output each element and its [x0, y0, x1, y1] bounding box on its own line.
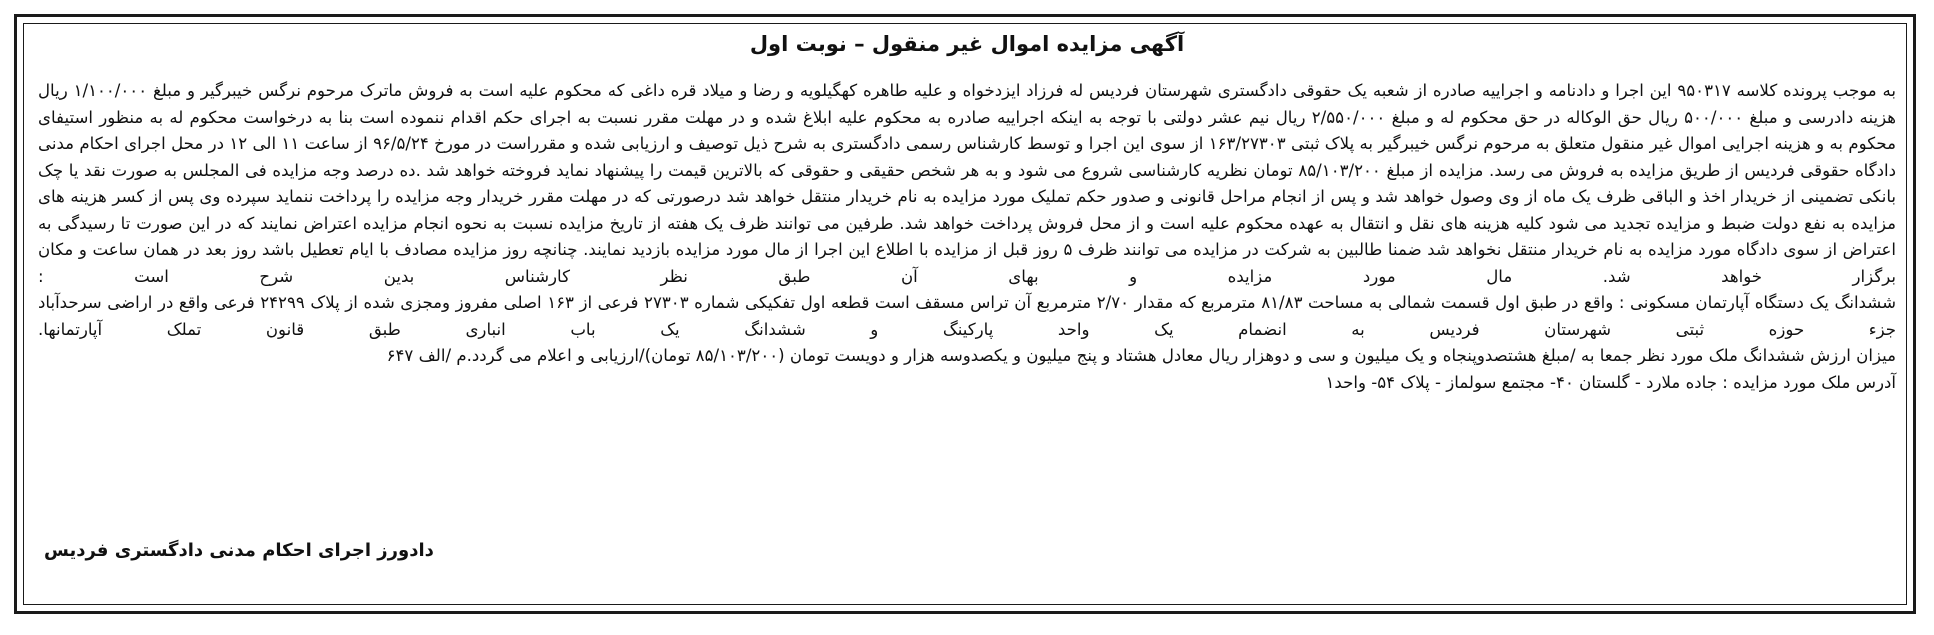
notice-paragraph-terms: به موجب پرونده کلاسه ۹۵۰۳۱۷ این اجرا و دادنامه و اجراییه صادره از شعبه یک حقوقی دادگستری شهرستان فردیس له فرزاد ایزدخواه و علیه طاهره کهگیلویه و رضا و میلاد قره داغی که محکوم علیه است به فروش ماترک مرحوم نرگس خیبرگیر و مبلغ ۱/۱۰۰/۰۰۰ ریال هزینه دادرسی و مبلغ ۵۰۰/۰۰۰ ریال حق الوکاله در حق محکوم له و مبلغ ۲/۵۵۰/۰۰۰ ریال نیم عشر دولتی با توجه به اینکه اجراییه صادره به محکوم علیه ابلاغ شده و در مهلت مقرر نسبت به اجرای حکم اقدام ننموده است بنا به درخواست محکوم له به منظور استیفای محکوم به و هزینه اجرایی اموال غیر منقول متعلق به مرحوم نرگس خیبرگیر به پلاک ثبتی ۱۶۳/۲۷۳۰۳ از سوی این اجرا و توسط کارشناس رسمی دادگستری به شرح ذیل توصیف و ارزیابی شده و مقرراست در مورخ ۹۶/۵/۲۴ از ساعت ۱۱ الی ۱۲ در محل اجرای احکام مدنی دادگاه حقوقی فردیس از طریق مزایده به فروش می رسد. مزایده از مبلغ ۸۵/۱۰۳/۲۰۰ تومان نظریه کارشناسی شروع می شود و به هر شخص حقیقی و حقوقی که بالاترین قیمت را پیشنهاد نماید فروخته خواهد شد .ده درصد وجه مزایده فی المجلس به صورت نقد یا چک بانکی تضمینی از خریدار اخذ و الباقی ظرف یک ماه از وی وصول خواهد شد و پس از انجام مراحل قانونی و صدور حکم تملیک مورد مزایده به نام خریدار منتقل خواهد شد درصورتی که در مهلت مقرر خریدار وجه مزایده را پرداخت ننماید سپرده وی پس از کسر هزینه های مزایده به نفع دولت ضبط و مزایده تجدید می شود کلیه هزینه های نقل و انتقال به عهده محکوم علیه است و از محل فروش پرداخت خواهد شد. طرفین می توانند ظرف یک هفته از تاریخ مزایده نسبت به نحوه انجام مزایده اعتراض نمایند که در این صورت تا رسیدگی به اعتراض از سوی دادگاه مورد مزایده به نام خریدار منتقل نخواهد شد ضمنا طالبین به شرکت در مزایده می توانند ظرف ۵ روز قبل از مزایده با اطلاع این اجرا از مال مورد مزایده بازدید نمایند. چنانچه روز مزایده مصادف با ایام تعطیل باشد روز بعد در همان ساعت و مکان برگزار خواهد شد. مال مورد مزایده و بهای آن طبق نظر کارشناس بدین شرح است :	[38, 81, 1897, 286]
notice-paragraph-address: آدرس ملک مورد مزایده : جاده ملارد - گلستان ۴۰- مجتمع سولماز - پلاک ۵۴- واحد۱	[1325, 372, 1896, 392]
notice-body	[38, 78, 1896, 396]
notice-title: آگهی مزایده اموال غیر منقول – نوبت اول	[749, 32, 1185, 56]
notice-paragraph-property: ششدانگ یک دستگاه آپارتمان مسکونی : واقع در طبق اول قسمت شمالی به مساحت ۸۱/۸۳ مترمربع که مقدار ۲/۷۰ مترمربع آن تراس مسقف است قطعه اول تفکیکی شماره ۲۷۳۰۳ فرعی از ۱۶۳ اصلی مفروز ومجزی شده از پلاک ۲۴۲۹۹ فرعی واقع در اراضی سرحدآباد جزء حوزه ثبتی شهرستان فردیس به انضمام یک واحد پارکینگ و ششدانگ یک باب انباری طبق قانون تملک آپارتمانها.	[38, 293, 1896, 339]
notice-signature: دادورز اجرای احکام مدنی دادگستری فردیس	[44, 540, 434, 561]
notice-paragraph-valuation: میزان ارزش ششدانگ ملک مورد نظر جمعا به /مبلغ هشتصدوپنجاه و یک میلیون و سی و دوهزار ریال معادل هشتاد و پنج میلیون و یکصدوسه هزار و دویست تومان (۸۵/۱۰۳/۲۰۰ تومان)/ارزیابی و اعلام می گردد.م /الف ۶۴۷	[386, 346, 1896, 365]
